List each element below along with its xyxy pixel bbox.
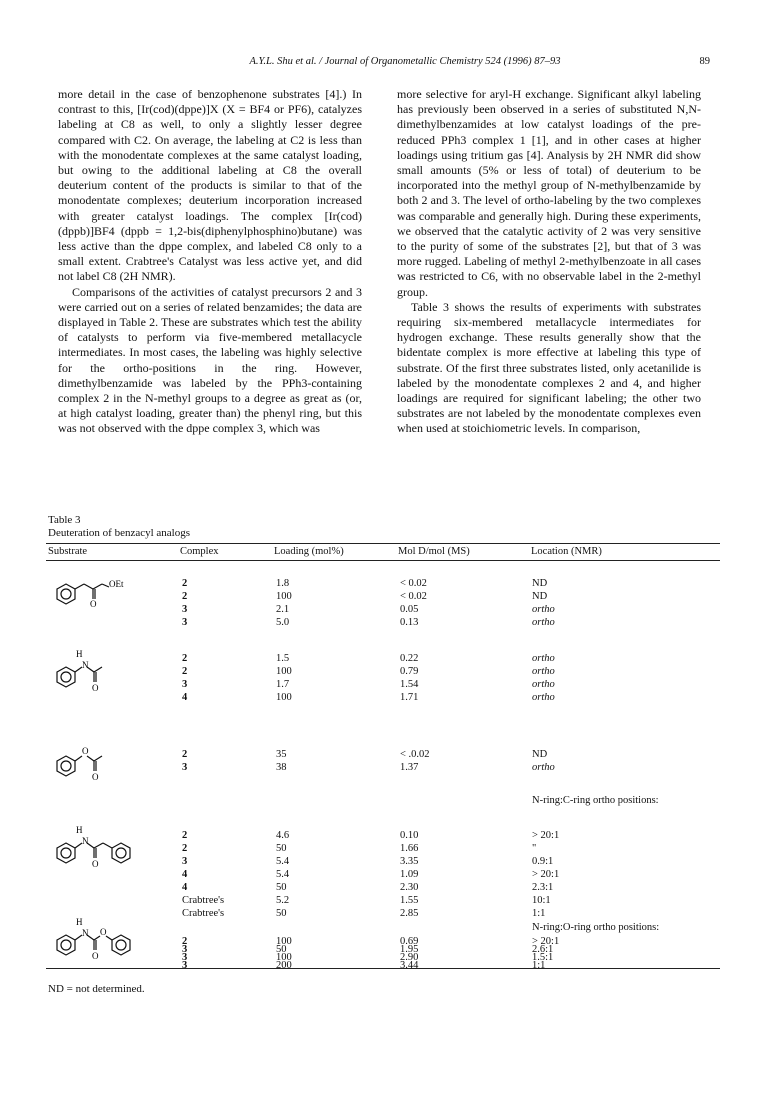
- svg-text:H: H: [76, 826, 83, 835]
- mol-d-cell: 1.71: [400, 692, 419, 703]
- mol-d-cell: < .0.02: [400, 749, 430, 760]
- mol-d-cell: 3.35: [400, 856, 419, 867]
- svg-text:O: O: [92, 859, 99, 869]
- mol-d-cell: 0.05: [400, 604, 419, 615]
- column-header: Complex: [180, 546, 219, 557]
- location-cell: 0.9:1: [532, 856, 554, 867]
- location-cell: 10:1: [532, 895, 551, 906]
- svg-text:O: O: [82, 746, 89, 756]
- column-header: Location (NMR): [531, 546, 602, 557]
- mol-d-cell: < 0.02: [400, 591, 427, 602]
- loading-cell: 1.5: [276, 653, 290, 664]
- svg-text:H: H: [76, 918, 83, 927]
- mol-d-cell: 1.54: [400, 679, 419, 690]
- mol-d-cell: 1.09: [400, 869, 419, 880]
- loading-cell: 100: [276, 936, 292, 947]
- complex-cell: 4: [182, 869, 188, 880]
- phenylacetanilide-structure: [52, 826, 164, 878]
- location-cell: ND: [532, 749, 548, 760]
- table-header-rule: [46, 560, 720, 561]
- complex-cell: 3: [182, 960, 188, 971]
- paragraph: more detail in the case of benzophenone substrates [4].) In contrast to this, [Ir(cod)(dppe)]X (X = BF4 or PF6), catalyzes labeling at C8 as well, to only a slightly lesser degree compared with C2. On average, the labeling at C2 is less than with the monodentate complexes at the same catalyst loading, but owing to the additional labeling at C8 the overall deuterium content of the products is similar to that of the monodentate complexes; deuterium incorporation increased with greater catalyst loadings. The complex [Ir(cod)(dppb)]BF4 (dppb = 1,2-bis(diphenylphosphino)butane) was less active than the dppe complex, and labeled C8 only to a small extent. Crabtree's Catalyst was less active yet, and did not label C8 (2H NMR).: [58, 87, 362, 284]
- complex-cell: 2: [182, 749, 188, 760]
- table-label: Table 3: [48, 514, 81, 526]
- location-cell: > 20:1: [532, 936, 560, 947]
- mol-d-cell: 2.85: [400, 908, 419, 919]
- svg-text:O: O: [92, 772, 99, 782]
- location-cell: ND: [532, 591, 548, 602]
- location-cell: ortho: [532, 679, 555, 690]
- svg-text:N: N: [82, 660, 89, 670]
- svg-text:O: O: [92, 951, 99, 961]
- complex-cell: 2: [182, 843, 188, 854]
- column-header: Loading (mol%): [274, 546, 344, 557]
- complex-cell: 2: [182, 666, 188, 677]
- column-header: Substrate: [48, 546, 88, 557]
- mol-d-cell: 1.95: [400, 944, 419, 955]
- right-column: [397, 87, 701, 437]
- location-cell: 2.6:1: [532, 944, 554, 955]
- location-cell: 1:1: [532, 960, 546, 971]
- loading-cell: 50: [276, 908, 287, 919]
- mol-d-cell: 0.10: [400, 830, 419, 841]
- svg-text:O: O: [90, 599, 97, 609]
- location-cell: ortho: [532, 653, 555, 664]
- loading-cell: 35: [276, 749, 287, 760]
- location-cell: > 20:1: [532, 830, 560, 841]
- location-cell: 2.3:1: [532, 882, 554, 893]
- loading-cell: 4.6: [276, 830, 290, 841]
- mol-d-cell: < 0.02: [400, 578, 427, 589]
- complex-cell: 3: [182, 762, 188, 773]
- mol-d-cell: 0.79: [400, 666, 419, 677]
- complex-cell: 4: [182, 692, 188, 703]
- mol-d-cell: 0.22: [400, 653, 419, 664]
- loading-cell: 5.4: [276, 869, 290, 880]
- loading-cell: 50: [276, 843, 287, 854]
- loading-cell: 100: [276, 692, 292, 703]
- loading-cell: 1.7: [276, 679, 290, 690]
- complex-cell: Crabtree's: [182, 908, 225, 919]
- mol-d-cell: 1.37: [400, 762, 419, 773]
- svg-text:OEt: OEt: [109, 579, 124, 589]
- mol-d-cell: 0.69: [400, 936, 419, 947]
- running-header: [100, 56, 710, 72]
- complex-cell: 2: [182, 936, 188, 947]
- phenyl-carbanilate-structure: [52, 918, 164, 970]
- complex-cell: 2: [182, 653, 188, 664]
- ethyl-benzoylacetate-structure: [52, 572, 136, 616]
- paragraph: Table 3 shows the results of experiments with substrates requiring six-membered metallacycle intermediates for hydrogen exchange. These results generally show that the bidentate complex is more effective at labeling this type of substrate. Of the first three substrates listed, only acetanilide is labeled by the monodentate complexes 2 and 4, and higher loadings are required for significant labeling; the other two substrates are not labeled by the monodentate complexes even when used at stoichiometric levels. In comparison,: [397, 299, 701, 436]
- mol-d-cell: 1.55: [400, 895, 419, 906]
- location-cell: ortho: [532, 666, 555, 677]
- loading-cell: 2.1: [276, 604, 290, 615]
- loading-cell: 50: [276, 944, 287, 955]
- svg-text:N: N: [82, 836, 89, 846]
- loading-cell: 200: [276, 960, 292, 971]
- complex-cell: 3: [182, 617, 188, 628]
- mol-d-cell: 3.44: [400, 960, 419, 971]
- location-cell: > 20:1: [532, 869, 560, 880]
- location-cell: ortho: [532, 617, 555, 628]
- acetanilide-structure: [52, 650, 136, 702]
- location-cell: 1.5:1: [532, 952, 554, 963]
- loading-cell: 1.8: [276, 578, 290, 589]
- svg-text:O: O: [100, 927, 107, 937]
- page-number: 89: [699, 56, 710, 67]
- complex-cell: 3: [182, 944, 188, 955]
- location-cell: ortho: [532, 692, 555, 703]
- loading-cell: 5.2: [276, 895, 290, 906]
- running-title: A.Y.L. Shu et al. / Journal of Organometallic Chemistry 524 (1996) 87–93: [249, 56, 561, 67]
- location-cell: 1:1: [532, 908, 546, 919]
- location-cell: ": [532, 843, 537, 854]
- complex-cell: 3: [182, 952, 188, 963]
- group-subheading: N-ring:O-ring ortho positions:: [532, 922, 660, 933]
- complex-cell: 3: [182, 856, 188, 867]
- mol-d-cell: 0.13: [400, 617, 419, 628]
- location-cell: ortho: [532, 604, 555, 615]
- mol-d-cell: 2.90: [400, 952, 419, 963]
- complex-cell: 2: [182, 591, 188, 602]
- location-cell: ND: [532, 578, 548, 589]
- complex-cell: Crabtree's: [182, 895, 225, 906]
- complex-cell: 2: [182, 578, 188, 589]
- complex-cell: 2: [182, 830, 188, 841]
- loading-cell: 5.4: [276, 856, 290, 867]
- table-footnote: ND = not determined.: [48, 983, 145, 995]
- complex-cell: 3: [182, 679, 188, 690]
- svg-text:O: O: [92, 683, 99, 693]
- complex-cell: 4: [182, 882, 188, 893]
- loading-cell: 5.0: [276, 617, 290, 628]
- loading-cell: 100: [276, 952, 292, 963]
- loading-cell: 50: [276, 882, 287, 893]
- svg-text:H: H: [76, 650, 83, 659]
- location-cell: ortho: [532, 762, 555, 773]
- loading-cell: 100: [276, 591, 292, 602]
- loading-cell: 100: [276, 666, 292, 677]
- column-header: Mol D/mol (MS): [398, 546, 470, 557]
- table-caption: [48, 514, 190, 540]
- mol-d-cell: 2.30: [400, 882, 419, 893]
- mol-d-cell: 1.66: [400, 843, 419, 854]
- table-title: Deuteration of benzacyl analogs: [48, 527, 191, 539]
- loading-cell: 38: [276, 762, 287, 773]
- table-top-rule: [46, 543, 720, 544]
- svg-text:N: N: [82, 928, 89, 938]
- left-column: [58, 87, 362, 437]
- ester-structure: [52, 744, 136, 788]
- group-subheading: N-ring:C-ring ortho positions:: [532, 795, 659, 806]
- complex-cell: 3: [182, 604, 188, 615]
- paragraph: Comparisons of the activities of catalyst precursors 2 and 3 were carried out on a series of related benzamides; the data are displayed in Table 2. These are substrates which test the ability of catalysts to perform via five-membered metallacycle intermediates. In most cases, the labeling was highly selective for the ortho-positions in the ring. However, dimethylbenzamide was labeled by the PPh3-containing complex 2 in the N-methyl groups to a degree as great as (or, at high catalyst loading, greater than) the phenyl ring, but this was not observed with the dppe complex 3, which was: [58, 284, 362, 436]
- paragraph: more selective for aryl-H exchange. Significant alkyl labeling has previously been observed in a series of substituted N,N-dimethylbenzamides at low catalyst loadings of the pre-reduced PPh3 complex 1 [1], and in other cases at higher loadings using tritium gas [4]. Analysis by 2H NMR did show small amounts (5% or less of total) of deuterium to be incorporated into the methyl group of N-methylbenzamide by both 2 and 3. The level of ortho-labeling by the two complexes was comparable and generally high. During these experiments, we observed that the catalytic activity of 2 was very sensitive to the purity of some of the substrates [2], but that of 3 was more rugged. Labeling of methyl 2-methylbenzoate in all cases was restricted to C6, with no observable label in the 2-methyl group.: [397, 87, 701, 299]
